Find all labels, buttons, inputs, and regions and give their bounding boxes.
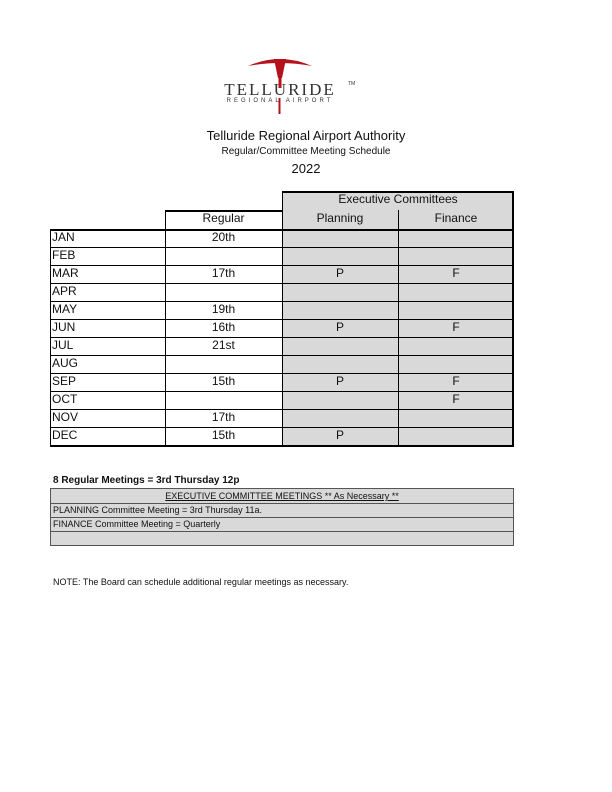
finance-cell [398,427,514,445]
grid-line [50,229,51,445]
exec-heading: EXECUTIVE COMMITTEE MEETINGS ** As Necessary ** [165,491,399,501]
board-note: NOTE: The Board can schedule additional regular meetings as necessary. [53,577,349,587]
executive-committees-header: Executive Committees [338,192,458,206]
planning-cell [282,355,398,373]
finance-cell [398,337,514,355]
planning-cell [282,229,398,247]
regular-date-cell [165,247,282,265]
grid-line [165,210,282,212]
finance-cell [398,283,514,301]
month-cell: MAY [52,302,78,316]
finance-cell [398,247,514,265]
grid-line [50,445,514,447]
regular-date-cell: 17th [211,266,236,280]
finance-cell [398,229,514,247]
grid-line [398,210,399,445]
finance-cell: F [452,374,460,388]
finance-cell: F [452,392,460,406]
regular-date-cell: 21st [212,338,235,352]
schedule-subtitle: Regular/Committee Meeting Schedule [221,146,391,157]
planning-cell [282,283,398,301]
planning-cell: P [335,428,344,442]
planning-cell [282,301,398,319]
planning-cell: P [335,374,344,388]
regular-date-cell: 20th [211,230,236,244]
planning-cell: P [335,266,344,280]
planning-cell [282,391,398,409]
month-cell: JUN [52,320,76,334]
finance-cell: F [452,266,460,280]
grid-line [512,191,514,447]
month-cell: AUG [52,356,79,370]
month-cell: DEC [52,428,78,442]
planning-cell: P [335,320,344,334]
regular-date-cell [165,283,282,301]
planning-schedule-line: PLANNING Committee Meeting = 3rd Thursday 11a. [53,505,263,515]
month-cell: NOV [52,410,79,424]
schedule-year: 2022 [291,161,321,176]
planning-cell [282,409,398,427]
grid-line [165,210,166,445]
month-cell: OCT [52,392,78,406]
month-cell: SEP [52,374,77,388]
regular-date-cell: 15th [211,428,236,442]
regular-column-header: Regular [202,211,245,225]
month-cell: JUL [52,338,74,352]
regular-date-cell [165,391,282,409]
planning-cell [282,247,398,265]
finance-column-header: Finance [434,211,478,225]
month-cell: APR [52,284,77,298]
regular-date-cell: 19th [211,302,236,316]
divider [51,531,513,532]
month-cell: JAN [52,230,75,244]
regular-date-cell: 17th [211,410,236,424]
finance-cell [398,355,514,373]
logo-trademark: TM [348,81,356,87]
org-title: Telluride Regional Airport Authority [206,128,406,143]
month-cell: FEB [52,248,76,262]
finance-cell [398,409,514,427]
planning-column-header: Planning [316,211,364,225]
regular-date-cell [165,355,282,373]
month-cell: MAR [52,266,79,280]
finance-schedule-line: FINANCE Committee Meeting = Quarterly [53,519,221,529]
planning-cell [282,337,398,355]
regular-meetings-summary: 8 Regular Meetings = 3rd Thursday 12p [53,475,240,486]
airport-logo [200,52,360,114]
grid-line [282,191,283,445]
finance-cell: F [452,320,460,334]
logo-subline: REGIONAL AIRPORT [226,98,334,104]
grid-line [282,191,514,193]
logo-wordmark: TELLURIDE [224,80,336,99]
exec-heading-row [51,489,513,503]
regular-date-cell: 16th [211,320,236,334]
finance-cell [398,301,514,319]
executive-committee-box [50,488,514,546]
regular-date-cell: 15th [211,374,236,388]
